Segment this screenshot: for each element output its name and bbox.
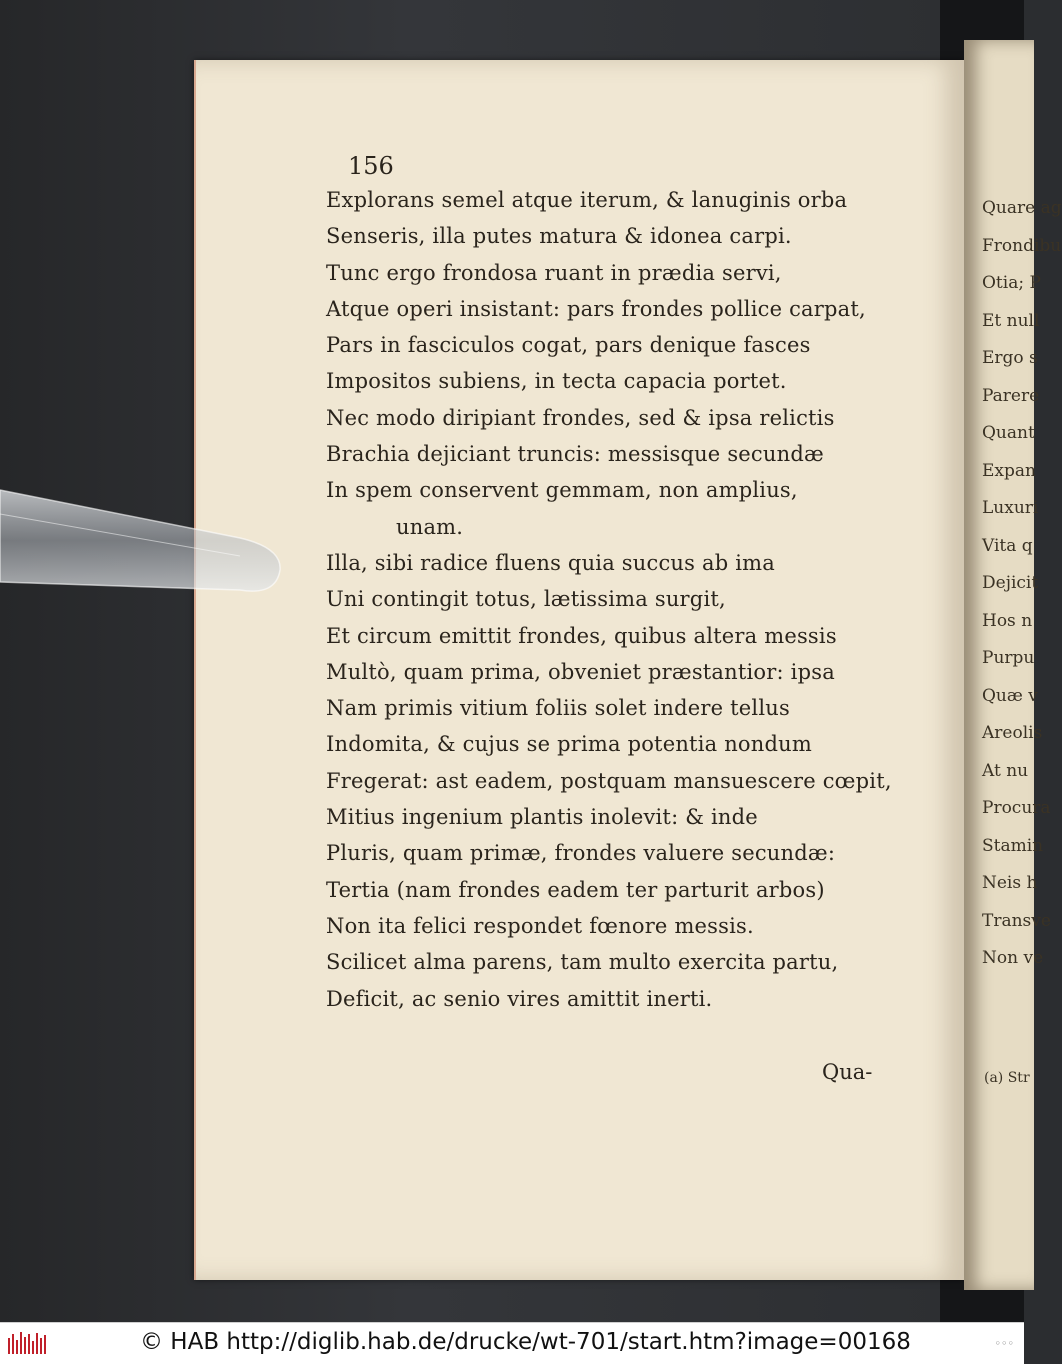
facing-page-line: Ergo s [982,348,1038,368]
facing-page-line: Areolis [982,723,1043,743]
facing-page-line: Otia; P [982,273,1041,293]
verse-line: Uni contingit totus, lætissima surgit, [326,587,726,612]
verse-line: In spem conservent gemmam, non amplius, [326,478,798,503]
footer-bar [0,1322,1024,1364]
facing-page-line: Procura [982,798,1051,818]
facing-page-line: Neis h [982,873,1038,893]
verse-line: Atque operi insistant: pars frondes pollice carpat, [326,296,866,321]
verse-line: Fregerat: ast eadem, postquam mansuescere cœpit, [326,768,892,793]
facing-page-line: Frondibu [982,235,1062,256]
facing-page-line: Quare ag [982,198,1062,218]
facing-page-line: Quant [982,423,1035,443]
verse-line: Mitius ingenium plantis inolevit: & inde [326,805,758,830]
facing-page [964,40,1062,1290]
facing-page-line: Luxuri [982,498,1039,518]
book-page [194,60,964,1280]
verse-line: Nec modo diripiant frondes, sed & ipsa relictis [326,405,835,430]
verse-line: Multò, quam prima, obveniet præstantior: ipsa [326,659,835,684]
verse-line: Pluris, quam primæ, frondes valuere secundæ: [326,841,836,866]
verse-block [326,182,946,1017]
hab-logo-icon [8,1332,48,1356]
verse-line: Tunc ergo frondosa ruant in prædia servi, [326,260,782,285]
verse-line: Deficit, ac senio vires amittit inerti. [326,986,713,1011]
verse-line: Non ita felici respondet fœnore messis. [326,913,754,938]
verse-line: Indomita, & cujus se prima potentia nondum [326,732,812,757]
verse-line: Et circum emittit frondes, quibus altera messis [326,623,837,648]
verse-line: Illa, sibi radice fluens quia succus ab ima [326,550,775,575]
facing-page-line: Expan [982,460,1036,481]
verse-line: Explorans semel atque iterum, & lanuginis orba [326,188,848,212]
catchword: Qua- [822,1060,873,1084]
facing-page-line: Non ve [982,948,1044,968]
facing-page-lines [964,40,1062,978]
verse-line: Senseris, illa putes matura & idonea carpi. [326,224,792,249]
copyright-url[interactable]: © HAB http://diglib.hab.de/drucke/wt-701/start.htm?image=00168 [140,1329,911,1355]
page-folder-clip [0,470,290,610]
facing-page-line: Hos n [982,610,1033,631]
verse-line: unam. [396,514,464,539]
facing-page-line: Transve [982,910,1051,931]
verse-line: Tertia (nam frondes eadem ter parturit arbos) [326,877,825,902]
verse-line: Pars in fasciculos cogat, pars denique fasces [326,333,811,358]
verse-line: Scilicet alma parens, tam multo exercita partu, [326,950,839,975]
facing-page-line: Quæ v [982,685,1038,706]
facing-page-line: Vita q [982,535,1033,556]
facing-page-line: Et null [982,310,1040,331]
corner-mark: ◦◦◦ [994,1337,1014,1350]
facing-page-line: Purpu [982,648,1035,668]
verse-line: Impositos subiens, in tecta capacia portet. [326,369,787,394]
facing-page-line: At nu [982,760,1029,781]
facing-page-footnote: (a) Str [984,1070,1030,1086]
verse-line: Nam primis vitium foliis solet indere tellus [326,696,790,721]
page-number: 156 [348,152,394,180]
facing-page-line: Stamin [982,835,1044,856]
facing-page-line: Parere [982,385,1040,406]
verse-line: Brachia dejiciant truncis: messisque secundæ [326,442,824,467]
facing-page-line: Dejicit [982,573,1039,593]
